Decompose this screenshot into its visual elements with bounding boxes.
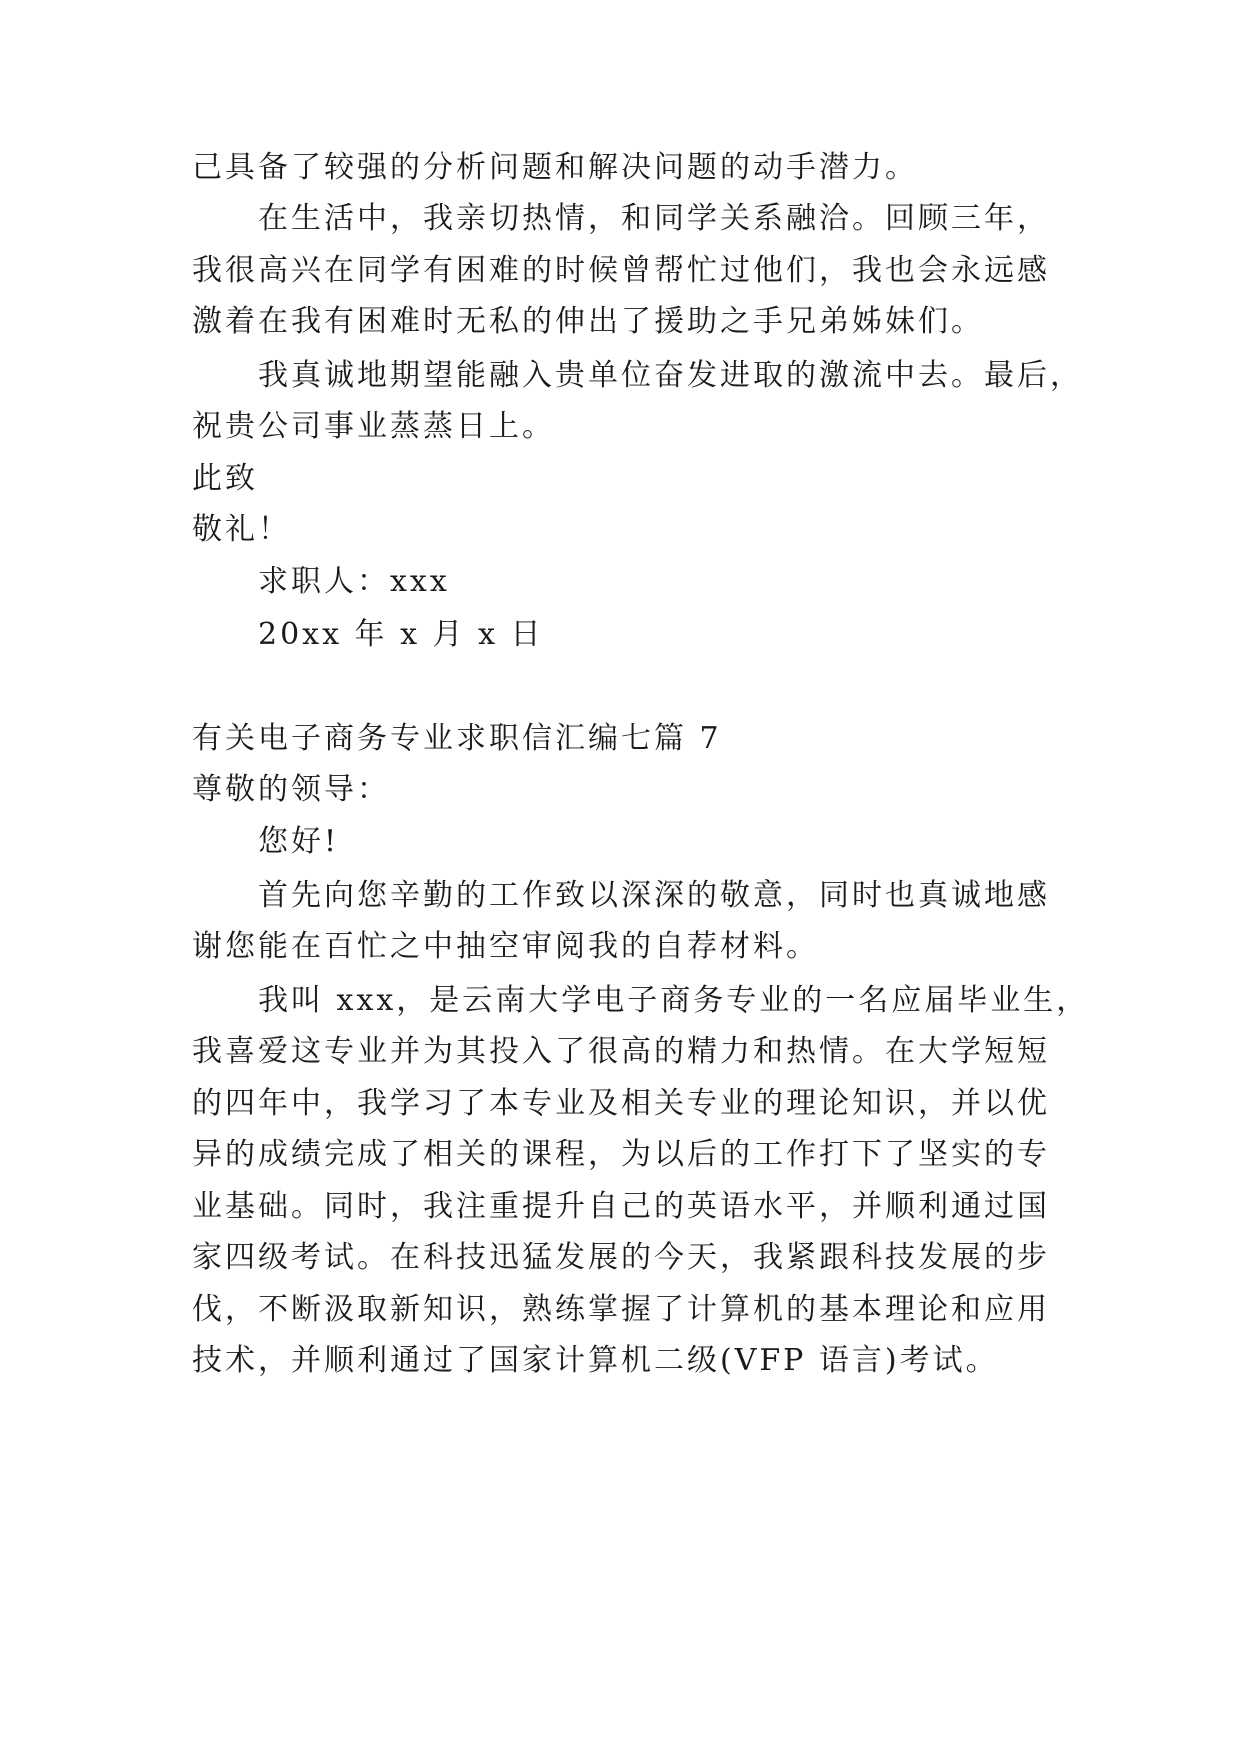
text-line: 首先向您辛勤的工作致以深深的敬意，同时也真诚地感	[258, 878, 1050, 913]
text-line: 祝贵公司事业蒸蒸日上。	[192, 409, 555, 444]
salutation-line: 此致	[192, 461, 258, 496]
greeting-line: 尊敬的领导：	[192, 772, 390, 807]
signature-line: 求职人：xxx	[258, 564, 450, 599]
section-title: 有关电子商务专业求职信汇编七篇 7	[192, 721, 722, 756]
text-line: 己具备了较强的分析问题和解决问题的动手潜力。	[192, 150, 918, 185]
text-line: 我喜爱这专业并为其投入了很高的精力和热情。在大学短短	[192, 1034, 1050, 1069]
salutation-line: 敬礼！	[192, 512, 291, 547]
text-line: 伐，不断汲取新知识，熟练掌握了计算机的基本理论和应用	[192, 1292, 1050, 1327]
text-line: 技术，并顺利通过了国家计算机二级(VFP 语言)考试。	[192, 1343, 999, 1378]
text-line: 在生活中，我亲切热情，和同学关系融洽。回顾三年，	[258, 201, 1050, 236]
date-line: 20xx 年 x 月 x 日	[258, 617, 544, 652]
greeting-line: 您好!	[258, 824, 340, 859]
text-line: 的四年中，我学习了本专业及相关专业的理论知识，并以优	[192, 1086, 1050, 1121]
text-line: 家四级考试。在科技迅猛发展的今天，我紧跟科技发展的步	[192, 1240, 1050, 1275]
text-line: 异的成绩完成了相关的课程，为以后的工作打下了坚实的专	[192, 1137, 1050, 1172]
text-line: 我很高兴在同学有困难的时候曾帮忙过他们，我也会永远感	[192, 253, 1050, 288]
text-line: 我叫 xxx，是云南大学电子商务专业的一名应届毕业生，	[258, 983, 1090, 1018]
text-line: 激着在我有困难时无私的伸出了援助之手兄弟姊妹们。	[192, 304, 984, 339]
text-line: 我真诚地期望能融入贵单位奋发进取的激流中去。最后，	[258, 358, 1083, 393]
text-line: 业基础。同时，我注重提升自己的英语水平，并顺利通过国	[192, 1189, 1050, 1224]
text-line: 谢您能在百忙之中抽空审阅我的自荐材料。	[192, 929, 819, 964]
